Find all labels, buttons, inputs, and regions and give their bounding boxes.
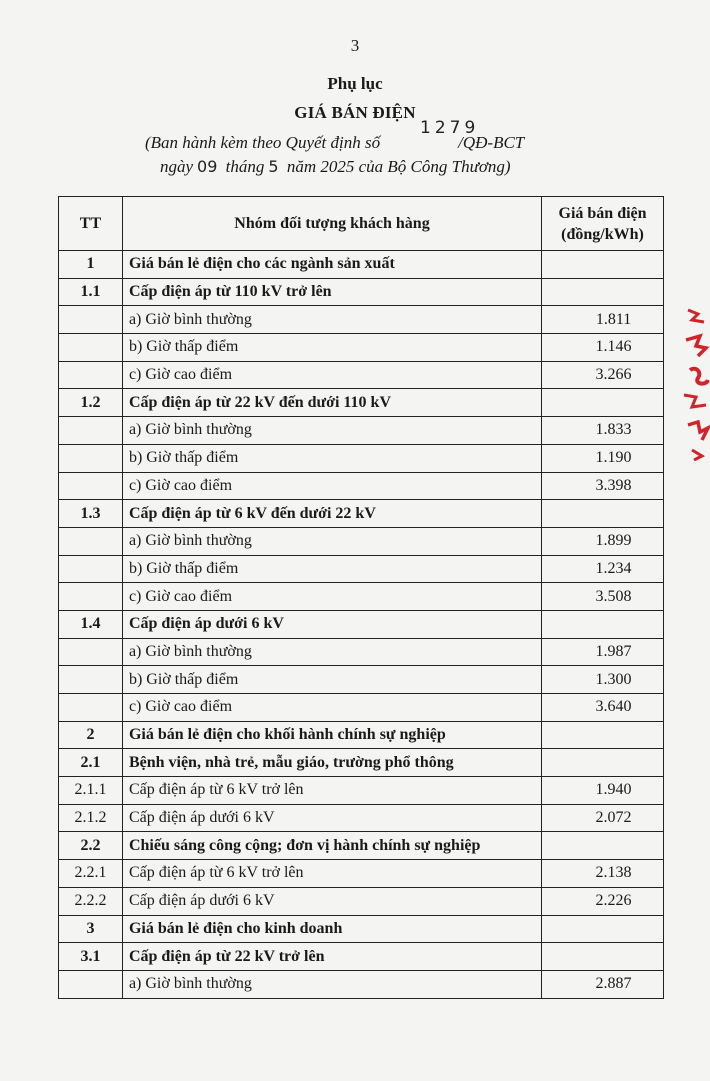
row-price-cell: 1.899 (542, 527, 664, 555)
row-price-cell: 1.146 (542, 334, 664, 362)
row-tt-cell (59, 694, 123, 722)
row-group-cell: c) Giờ cao điểm (122, 694, 541, 722)
document-title: GIÁ BÁN ĐIỆN (294, 103, 416, 122)
row-price-cell (542, 749, 664, 777)
row-group-cell: b) Giờ thấp điểm (122, 666, 541, 694)
row-group-cell: Giá bán lẻ điện cho khối hành chính sự nghiệp (122, 721, 541, 749)
header-tt: TT (59, 197, 123, 251)
table-row (59, 389, 664, 417)
row-tt-cell (59, 555, 123, 583)
row-tt-cell: 1 (59, 251, 123, 279)
row-group-cell: b) Giờ thấp điểm (122, 334, 541, 362)
row-price-cell (542, 943, 664, 971)
row-price-cell: 1.987 (542, 638, 664, 666)
table-row (59, 721, 664, 749)
row-price-cell: 2.138 (542, 860, 664, 888)
row-group-cell: Cấp điện áp từ 22 kV đến dưới 110 kV (122, 389, 541, 417)
subtitle-month-label: tháng (225, 157, 265, 176)
row-price-cell: 2.887 (542, 970, 664, 998)
row-tt-cell (59, 970, 123, 998)
row-tt-cell: 1.3 (59, 500, 123, 528)
row-price-cell: 1.811 (542, 306, 664, 334)
table-row (59, 472, 664, 500)
row-group-cell: a) Giờ bình thường (122, 417, 541, 445)
table-row (59, 500, 664, 528)
table-row (59, 887, 664, 915)
table-row (59, 777, 664, 805)
table-row (59, 804, 664, 832)
row-group-cell: Cấp điện áp dưới 6 kV (122, 804, 541, 832)
row-price-cell: 3.398 (542, 472, 664, 500)
row-price-cell: 2.226 (542, 887, 664, 915)
row-group-cell: a) Giờ bình thường (122, 527, 541, 555)
row-tt-cell (59, 583, 123, 611)
header-customer-group: Nhóm đối tượng khách hàng (122, 197, 541, 251)
row-tt-cell (59, 472, 123, 500)
table-row (59, 583, 664, 611)
table-row (59, 527, 664, 555)
row-group-cell: Cấp điện áp từ 22 kV trở lên (122, 943, 541, 971)
table-row (59, 610, 664, 638)
table-body (59, 251, 664, 999)
row-tt-cell (59, 306, 123, 334)
header-price-line1: Giá bán điện (558, 204, 647, 222)
handwritten-decision-number: 1279 (420, 118, 480, 138)
row-tt-cell: 2.2.2 (59, 887, 123, 915)
row-tt-cell: 3.1 (59, 943, 123, 971)
row-group-cell: a) Giờ bình thường (122, 306, 541, 334)
row-group-cell: Cấp điện áp từ 6 kV trở lên (122, 777, 541, 805)
header-price (542, 197, 664, 251)
seal-mark-4 (684, 395, 706, 407)
seal-mark-2 (686, 336, 706, 356)
row-tt-cell (59, 334, 123, 362)
row-group-cell: Giá bán lẻ điện cho các ngành sản xuất (122, 251, 541, 279)
row-price-cell: 1.190 (542, 444, 664, 472)
row-group-cell: Chiếu sáng công cộng; đơn vị hành chính sự nghiệp (122, 832, 541, 860)
row-tt-cell: 2.2.1 (59, 860, 123, 888)
row-tt-cell: 2.1.1 (59, 777, 123, 805)
row-tt-cell: 2.2 (59, 832, 123, 860)
row-group-cell: c) Giờ cao điểm (122, 472, 541, 500)
table-row (59, 361, 664, 389)
seal-mark-3 (690, 369, 708, 384)
row-price-cell (542, 610, 664, 638)
row-tt-cell (59, 444, 123, 472)
row-tt-cell: 3 (59, 915, 123, 943)
table-row (59, 694, 664, 722)
row-price-cell: 2.072 (542, 804, 664, 832)
row-tt-cell (59, 666, 123, 694)
row-group-cell: Cấp điện áp từ 6 kV đến dưới 22 kV (122, 500, 541, 528)
row-price-cell: 1.300 (542, 666, 664, 694)
row-tt-cell: 1.1 (59, 278, 123, 306)
table-header-row (59, 197, 664, 251)
row-group-cell: b) Giờ thấp điểm (122, 444, 541, 472)
appendix-title: Phụ lục (327, 74, 383, 93)
subtitle-text-b: /QĐ-BCT (458, 133, 525, 152)
row-price-cell: 3.508 (542, 583, 664, 611)
subtitle-line-1 (145, 133, 524, 153)
row-price-cell: 3.640 (542, 694, 664, 722)
red-seal-fragment (680, 300, 710, 470)
row-group-cell: Bệnh viện, nhà trẻ, mẫu giáo, trường phổ thông (122, 749, 541, 777)
subtitle-line-2 (160, 157, 511, 177)
row-tt-cell (59, 527, 123, 555)
row-group-cell: c) Giờ cao điểm (122, 583, 541, 611)
row-group-cell: a) Giờ bình thường (122, 970, 541, 998)
subtitle-year-text: năm 2025 của Bộ Công Thương) (286, 157, 511, 176)
page-number: 3 (350, 36, 360, 55)
row-group-cell: Cấp điện áp từ 110 kV trở lên (122, 278, 541, 306)
row-price-cell (542, 278, 664, 306)
row-group-cell: c) Giờ cao điểm (122, 361, 541, 389)
row-price-cell (542, 721, 664, 749)
table-row (59, 417, 664, 445)
row-price-cell (542, 832, 664, 860)
subtitle-text-a: (Ban hành kèm theo Quyết định số (145, 133, 381, 152)
row-group-cell: a) Giờ bình thường (122, 638, 541, 666)
row-tt-cell (59, 638, 123, 666)
handwritten-day: 09 (197, 157, 218, 176)
row-tt-cell: 2.1 (59, 749, 123, 777)
table-row (59, 555, 664, 583)
row-group-cell: Giá bán lẻ điện cho kinh doanh (122, 915, 541, 943)
handwritten-month: 5 (268, 157, 279, 176)
seal-mark-6 (692, 450, 702, 460)
row-group-cell: Cấp điện áp dưới 6 kV (122, 887, 541, 915)
subtitle-day-label: ngày (160, 157, 194, 176)
header-price-line2: (đồng/kWh) (561, 225, 644, 243)
table-row (59, 943, 664, 971)
table-row (59, 832, 664, 860)
seal-mark-5 (688, 422, 708, 440)
row-price-cell: 1.234 (542, 555, 664, 583)
row-group-cell: b) Giờ thấp điểm (122, 555, 541, 583)
table-row (59, 749, 664, 777)
row-price-cell: 3.266 (542, 361, 664, 389)
row-price-cell: 1.940 (542, 777, 664, 805)
row-tt-cell: 1.4 (59, 610, 123, 638)
row-tt-cell (59, 417, 123, 445)
table-row (59, 666, 664, 694)
row-price-cell (542, 915, 664, 943)
row-price-cell (542, 500, 664, 528)
row-price-cell: 1.833 (542, 417, 664, 445)
row-tt-cell (59, 361, 123, 389)
table-row (59, 860, 664, 888)
table-row (59, 306, 664, 334)
seal-mark-1 (688, 310, 704, 322)
table-row (59, 915, 664, 943)
table-row (59, 970, 664, 998)
row-tt-cell: 2.1.2 (59, 804, 123, 832)
row-group-cell: Cấp điện áp dưới 6 kV (122, 610, 541, 638)
table-row (59, 444, 664, 472)
table-row (59, 251, 664, 279)
row-tt-cell: 2 (59, 721, 123, 749)
row-price-cell (542, 389, 664, 417)
row-tt-cell: 1.2 (59, 389, 123, 417)
row-price-cell (542, 251, 664, 279)
table-row (59, 278, 664, 306)
row-group-cell: Cấp điện áp từ 6 kV trở lên (122, 860, 541, 888)
table-row (59, 334, 664, 362)
electricity-price-table (58, 196, 664, 999)
table-row (59, 638, 664, 666)
